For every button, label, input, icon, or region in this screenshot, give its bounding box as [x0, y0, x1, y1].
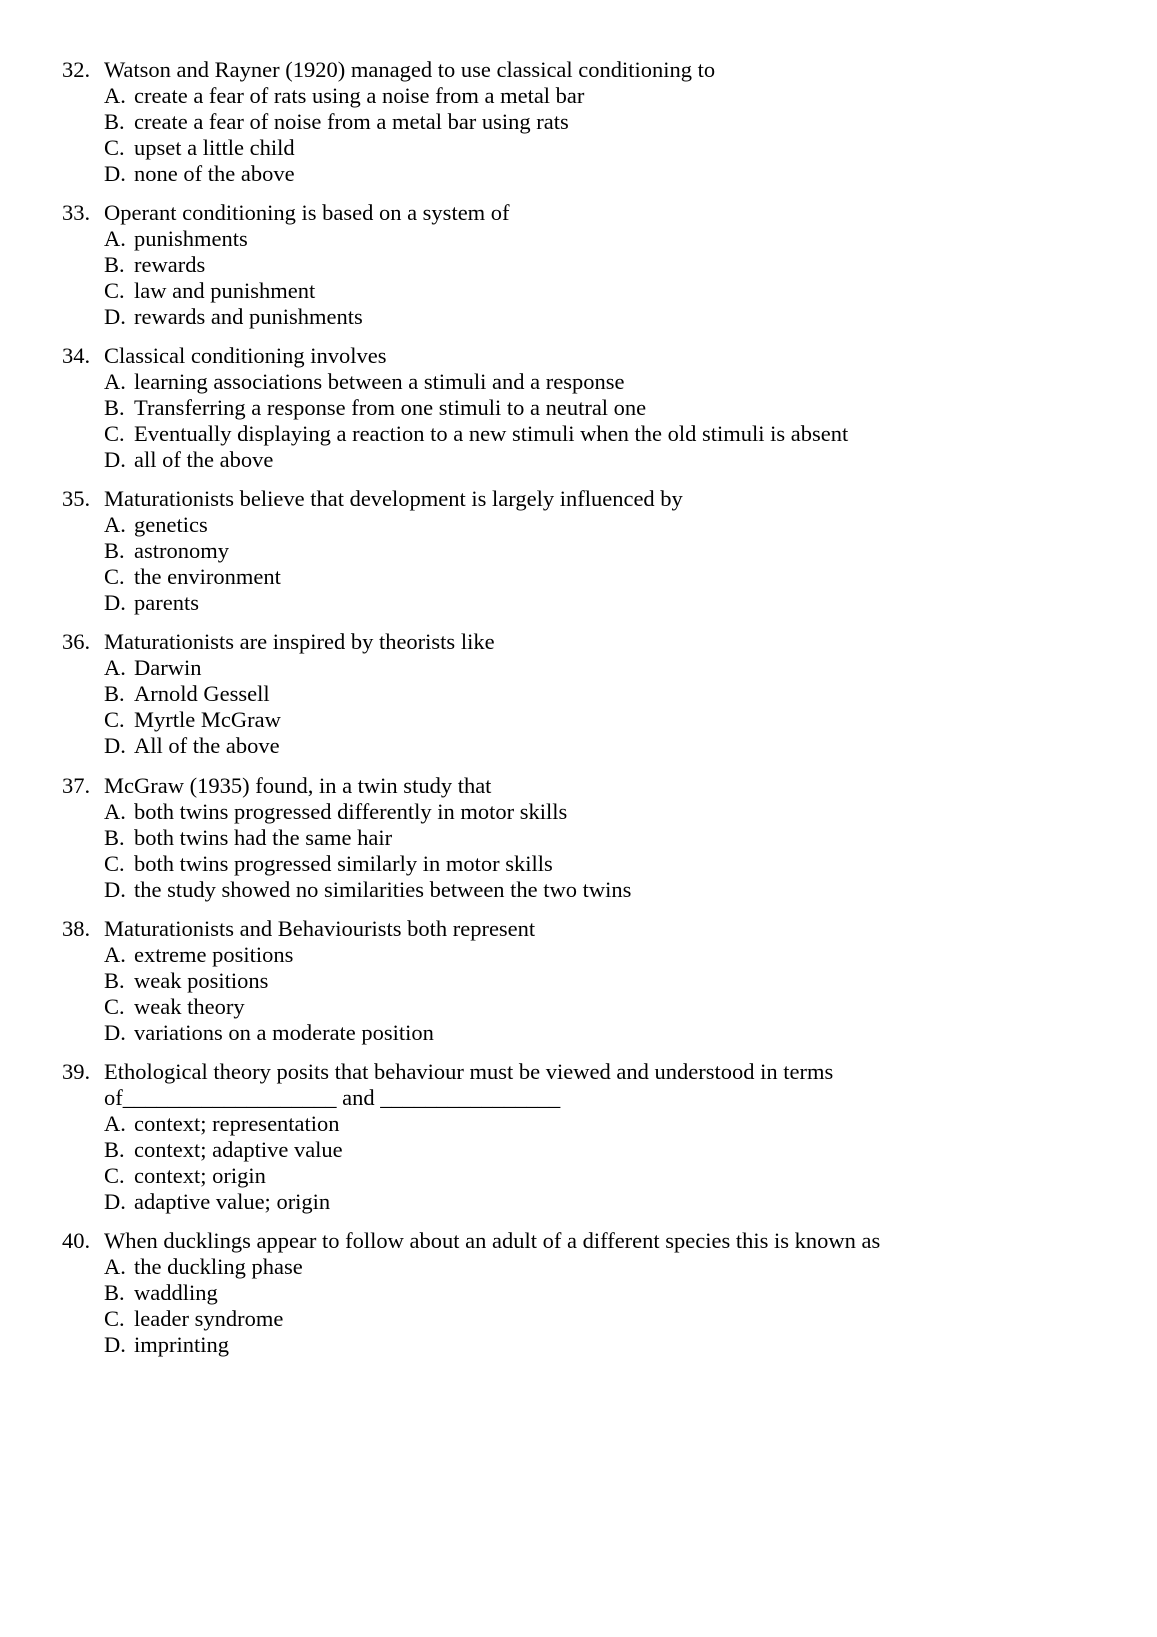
- answer-option: [62, 851, 1102, 877]
- option-text: both twins had the same hair: [134, 825, 393, 850]
- question-38: [62, 916, 1102, 1046]
- answer-option: [62, 1111, 1102, 1137]
- option-letter: A.: [104, 1111, 126, 1136]
- option-letter: C.: [104, 1306, 125, 1331]
- answer-option: [62, 369, 1102, 395]
- option-text: rewards and punishments: [134, 304, 363, 329]
- option-letter: C.: [104, 707, 125, 732]
- question-number: 34.: [62, 343, 91, 368]
- option-letter: D.: [104, 590, 126, 615]
- option-text: punishments: [134, 226, 248, 251]
- option-letter: C.: [104, 421, 125, 446]
- question-36: [62, 629, 1102, 759]
- answer-option: [62, 109, 1102, 135]
- option-letter: D.: [104, 1020, 126, 1045]
- answer-option: [62, 655, 1102, 681]
- answer-option: [62, 1189, 1102, 1215]
- option-letter: C.: [104, 278, 125, 303]
- answer-option: [62, 83, 1102, 109]
- question-number: 38.: [62, 916, 91, 941]
- answer-option: [62, 799, 1102, 825]
- question-text: Operant conditioning is based on a system of: [104, 200, 510, 225]
- option-letter: B.: [104, 825, 125, 850]
- question-text-blanks: of___________________ and ________________: [104, 1085, 561, 1110]
- question-40: [62, 1228, 1102, 1358]
- option-letter: B.: [104, 538, 125, 563]
- answer-options: [62, 1254, 1102, 1358]
- answer-option: [62, 278, 1102, 304]
- option-letter: B.: [104, 968, 125, 993]
- question-39: [62, 1059, 1102, 1215]
- question-text: Ethological theory posits that behaviour must be viewed and understood in terms: [104, 1059, 834, 1084]
- question-text: Classical conditioning involves: [104, 343, 387, 368]
- option-text: both twins progressed differently in motor skills: [134, 799, 568, 824]
- option-text: imprinting: [134, 1332, 229, 1357]
- option-text: the study showed no similarities between the two twins: [134, 877, 632, 902]
- question-number: 39.: [62, 1059, 91, 1084]
- option-letter: C.: [104, 135, 125, 160]
- option-text: genetics: [134, 512, 208, 537]
- question-stem: [62, 200, 1102, 226]
- option-letter: C.: [104, 564, 125, 589]
- answer-option: [62, 733, 1102, 759]
- option-text: context; representation: [134, 1111, 340, 1136]
- answer-options: [62, 1111, 1102, 1215]
- question-stem: [62, 57, 1102, 83]
- option-text: Transferring a response from one stimuli to a neutral one: [134, 395, 647, 420]
- option-letter: A.: [104, 83, 126, 108]
- answer-option: [62, 161, 1102, 187]
- option-text: law and punishment: [134, 278, 316, 303]
- answer-option: [62, 1332, 1102, 1358]
- question-number: 36.: [62, 629, 91, 654]
- option-letter: A.: [104, 1254, 126, 1279]
- question-stem: [62, 343, 1102, 369]
- question-text: Maturationists and Behaviourists both represent: [104, 916, 536, 941]
- answer-option: [62, 421, 1102, 447]
- option-text: weak positions: [134, 968, 269, 993]
- answer-option: [62, 395, 1102, 421]
- answer-option: [62, 877, 1102, 903]
- option-text: adaptive value; origin: [134, 1189, 331, 1214]
- answer-option: [62, 538, 1102, 564]
- answer-option: [62, 1020, 1102, 1046]
- option-text: variations on a moderate position: [134, 1020, 434, 1045]
- question-35: [62, 486, 1102, 616]
- answer-option: [62, 1137, 1102, 1163]
- answer-option: [62, 994, 1102, 1020]
- option-text: waddling: [134, 1280, 218, 1305]
- option-text: leader syndrome: [134, 1306, 284, 1331]
- option-letter: B.: [104, 252, 125, 277]
- answer-option: [62, 135, 1102, 161]
- question-32: [62, 57, 1102, 187]
- option-text: create a fear of noise from a metal bar using rats: [134, 109, 569, 134]
- option-letter: C.: [104, 994, 125, 1019]
- answer-option: [62, 1306, 1102, 1332]
- question-text: When ducklings appear to follow about an adult of a different species this is known as: [104, 1228, 881, 1253]
- option-letter: D.: [104, 733, 126, 758]
- answer-option: [62, 968, 1102, 994]
- question-text: Watson and Rayner (1920) managed to use classical conditioning to: [104, 57, 716, 82]
- option-text: Myrtle McGraw: [134, 707, 281, 732]
- option-text: parents: [134, 590, 199, 615]
- option-letter: D.: [104, 1332, 126, 1357]
- question-number: 33.: [62, 200, 91, 225]
- option-letter: B.: [104, 681, 125, 706]
- question-stem: [62, 916, 1102, 942]
- answer-option: [62, 707, 1102, 733]
- answer-options: [62, 369, 1102, 473]
- option-text: learning associations between a stimuli and a response: [134, 369, 625, 394]
- option-letter: D.: [104, 304, 126, 329]
- option-text: weak theory: [134, 994, 245, 1019]
- question-number: 40.: [62, 1228, 91, 1253]
- option-letter: B.: [104, 1137, 125, 1162]
- question-37: [62, 773, 1102, 903]
- question-stem: [62, 486, 1102, 512]
- answer-option: [62, 252, 1102, 278]
- option-letter: D.: [104, 447, 126, 472]
- option-text: Eventually displaying a reaction to a new stimuli when the old stimuli is absent: [134, 421, 849, 446]
- question-text: Maturationists believe that development is largely influenced by: [104, 486, 683, 511]
- option-text: context; adaptive value: [134, 1137, 343, 1162]
- option-letter: A.: [104, 369, 126, 394]
- answer-options: [62, 655, 1102, 759]
- answer-options: [62, 83, 1102, 187]
- answer-option: [62, 825, 1102, 851]
- option-letter: B.: [104, 1280, 125, 1305]
- answer-option: [62, 590, 1102, 616]
- option-letter: D.: [104, 877, 126, 902]
- option-text: All of the above: [134, 733, 280, 758]
- option-letter: C.: [104, 1163, 125, 1188]
- option-letter: D.: [104, 1189, 126, 1214]
- answer-option: [62, 226, 1102, 252]
- question-34: [62, 343, 1102, 473]
- option-text: rewards: [134, 252, 206, 277]
- answer-option: [62, 681, 1102, 707]
- answer-option: [62, 1163, 1102, 1189]
- option-letter: A.: [104, 512, 126, 537]
- question-text: Maturationists are inspired by theorists like: [104, 629, 495, 654]
- option-text: context; origin: [134, 1163, 266, 1188]
- answer-options: [62, 799, 1102, 903]
- question-stem: [62, 1059, 1102, 1111]
- option-letter: A.: [104, 226, 126, 251]
- option-text: the duckling phase: [134, 1254, 303, 1279]
- question-number: 35.: [62, 486, 91, 511]
- option-text: Arnold Gessell: [134, 681, 270, 706]
- option-text: both twins progressed similarly in motor skills: [134, 851, 553, 876]
- option-text: create a fear of rats using a noise from a metal bar: [134, 83, 585, 108]
- question-text: McGraw (1935) found, in a twin study that: [104, 773, 492, 798]
- option-letter: C.: [104, 851, 125, 876]
- question-stem: [62, 1228, 1102, 1254]
- answer-options: [62, 942, 1102, 1046]
- answer-options: [62, 512, 1102, 616]
- option-letter: A.: [104, 655, 126, 680]
- answer-option: [62, 942, 1102, 968]
- option-text: Darwin: [134, 655, 202, 680]
- option-text: all of the above: [134, 447, 274, 472]
- question-stem: [62, 773, 1102, 799]
- question-33: [62, 200, 1102, 330]
- answer-option: [62, 1280, 1102, 1306]
- answer-option: [62, 304, 1102, 330]
- option-letter: D.: [104, 161, 126, 186]
- option-letter: A.: [104, 799, 126, 824]
- answer-options: [62, 226, 1102, 330]
- option-text: upset a little child: [134, 135, 295, 160]
- option-text: astronomy: [134, 538, 229, 563]
- answer-option: [62, 447, 1102, 473]
- option-letter: B.: [104, 395, 125, 420]
- option-letter: B.: [104, 109, 125, 134]
- answer-option: [62, 1254, 1102, 1280]
- answer-option: [62, 512, 1102, 538]
- question-stem: [62, 629, 1102, 655]
- option-text: none of the above: [134, 161, 295, 186]
- answer-option: [62, 564, 1102, 590]
- option-letter: A.: [104, 942, 126, 967]
- question-number: 32.: [62, 57, 91, 82]
- option-text: extreme positions: [134, 942, 294, 967]
- option-text: the environment: [134, 564, 281, 589]
- question-number: 37.: [62, 773, 91, 798]
